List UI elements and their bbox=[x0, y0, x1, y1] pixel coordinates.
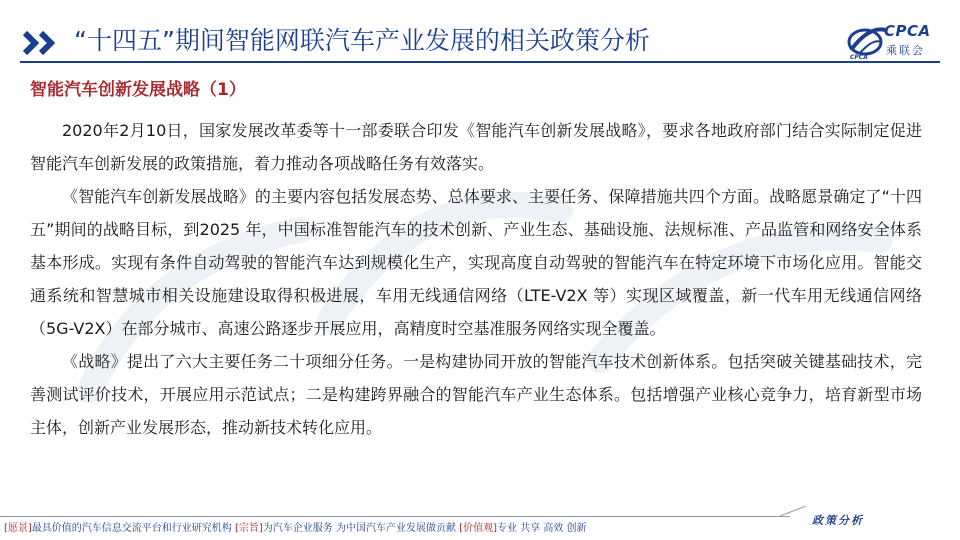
paragraph-1: 2020年2月10日，国家发展改革委等十一部委联合印发《智能汽车创新发展战略》，要求各地政府部门结合实际制定促进智能汽车创新发展的政策措施，着力推动各项战略任务有效落实。 bbox=[30, 121, 922, 173]
footer-vision-label: [愿景] bbox=[4, 523, 32, 534]
footer-values-text: 专业 共享 高效 创新 bbox=[497, 523, 587, 534]
footer-divider bbox=[0, 516, 790, 517]
footer-slant-decoration bbox=[780, 506, 806, 520]
logo-brand-text: CPCA bbox=[884, 22, 931, 40]
logo-mini-text: CPCA bbox=[850, 54, 868, 61]
slide-header bbox=[0, 0, 960, 72]
footer-mission-text: 为汽车企业服务 为中国汽车产业发展做贡献 bbox=[262, 523, 456, 534]
paragraph-3: 《战略》提出了六大主要任务二十项细分任务。一是构建协同开放的智能汽车技术创新体系。包括突破关键基础技术，完善测试评价技术，开展应用示范试点；二是构建跨界融合的智能汽车产业生态体系。包括增强产业核心竞争力，培育新型市场主体，创新产业发展形态，推动新技术转化应用。 bbox=[30, 352, 922, 437]
slide-title: “十四五”期间智能网联汽车产业发展的相关政策分析 bbox=[74, 26, 650, 55]
footer-vision-text: 最具价值的汽车信息交流平台和行业研究机构 bbox=[31, 523, 232, 534]
footer-section-tag: 政策分析 bbox=[812, 514, 864, 527]
footer-mission-bar bbox=[4, 522, 587, 536]
footer-values-label: [价值观] bbox=[459, 523, 497, 534]
body-text bbox=[30, 114, 922, 444]
section-heading: 智能汽车创新发展战略（1） bbox=[30, 80, 246, 100]
footer-mission-label: [宗旨] bbox=[235, 523, 263, 534]
title-underline bbox=[20, 61, 940, 63]
paragraph-2: 《智能汽车创新发展战略》的主要内容包括发展态势、总体要求、主要任务、保障措施共四个方面。战略愿景确定了“十四五”期间的战略目标，到2025 年，中国标准智能汽车的技术创新、产业生态、基础设施、法规标准、产品监管和网络安全体系基本形成。实现有条件自动驾驶的智能汽车达到规模化生产，实现高度自动驾驶的智能汽车在特定环境下市场化应用。智能交通系统和智慧城市相关设施建设取得积极进展，车用无线通信网络（LTE-V2X 等）实现区域覆盖，新一代车用无线通信网络（5G-V2X）在部分城市、高速公路逐步开展应用，高精度时空基准服务网络实现全覆盖。 bbox=[30, 187, 922, 338]
double-chevron-right-icon bbox=[22, 30, 66, 56]
logo-sub-text: 乘联会 bbox=[886, 44, 925, 57]
